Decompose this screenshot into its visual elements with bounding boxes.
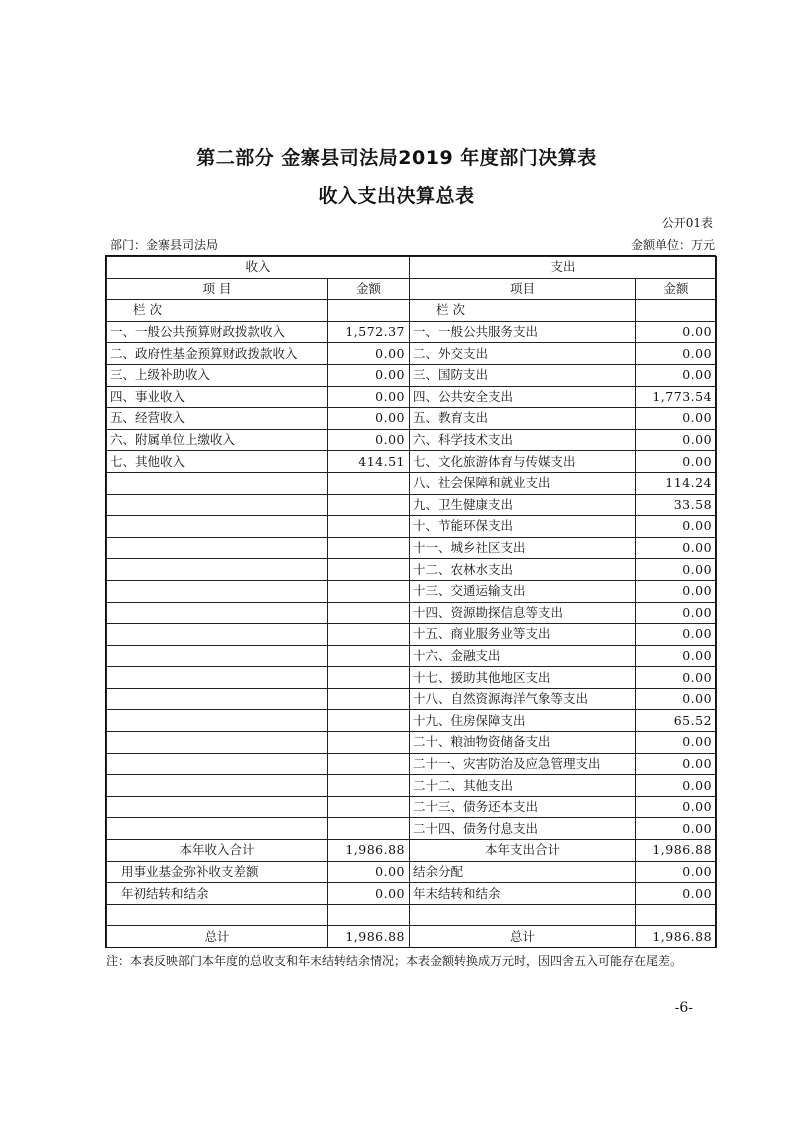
expense-item-amount: 0.00 bbox=[636, 559, 717, 581]
table-row bbox=[107, 472, 717, 494]
empty-cell bbox=[328, 710, 410, 732]
summary-row bbox=[107, 861, 717, 883]
expense-item-label: 二十、粮油物资储备支出 bbox=[410, 732, 636, 754]
empty-cell bbox=[107, 494, 328, 516]
empty-cell bbox=[328, 624, 410, 646]
empty-cell bbox=[328, 732, 410, 754]
table-row bbox=[107, 364, 717, 386]
expense-amount-header: 金额 bbox=[636, 278, 717, 300]
expense-item-amount: 0.00 bbox=[636, 645, 717, 667]
header-row-2 bbox=[107, 278, 717, 300]
expense-total: 1,986.88 bbox=[636, 840, 717, 862]
expense-item-amount: 0.00 bbox=[636, 537, 717, 559]
income-amount-header: 金额 bbox=[328, 278, 410, 300]
income-header: 收入 bbox=[107, 257, 410, 279]
expense-item-amount: 0.00 bbox=[636, 796, 717, 818]
begin-balance-label: 年初结转和结余 bbox=[107, 883, 328, 905]
expense-item-label: 八、社会保障和就业支出 bbox=[410, 472, 636, 494]
expense-item-label: 六、科学技术支出 bbox=[410, 429, 636, 451]
expense-item-amount: 33.58 bbox=[636, 494, 717, 516]
expense-item-amount: 0.00 bbox=[636, 321, 717, 343]
income-item-amount: 0.00 bbox=[328, 343, 410, 365]
empty-cell bbox=[107, 559, 328, 581]
expense-item-label: 十六、金融支出 bbox=[410, 645, 636, 667]
income-total: 1,986.88 bbox=[328, 840, 410, 862]
income-total-label: 本年收入合计 bbox=[107, 840, 328, 862]
header-row-3 bbox=[107, 300, 717, 322]
income-expense-table bbox=[106, 256, 717, 948]
empty-cell bbox=[107, 624, 328, 646]
table-row bbox=[107, 386, 717, 408]
surplus-distribution-amount: 0.00 bbox=[636, 861, 717, 883]
expense-item-amount: 0.00 bbox=[636, 516, 717, 538]
expense-item-label: 十一、城乡社区支出 bbox=[410, 537, 636, 559]
income-item-amount: 414.51 bbox=[328, 451, 410, 473]
table-row bbox=[107, 818, 717, 840]
empty-cell bbox=[107, 710, 328, 732]
summary-row bbox=[107, 883, 717, 905]
table-row bbox=[107, 559, 717, 581]
expense-item-label: 二十三、债务还本支出 bbox=[410, 796, 636, 818]
income-item-label: 六、附属单位上缴收入 bbox=[107, 429, 328, 451]
empty-cell bbox=[107, 602, 328, 624]
expense-item-label: 十八、自然资源海洋气象等支出 bbox=[410, 688, 636, 710]
empty-cell bbox=[107, 775, 328, 797]
expense-item-amount: 0.00 bbox=[636, 429, 717, 451]
expense-item-label: 十、节能环保支出 bbox=[410, 516, 636, 538]
table-row bbox=[107, 343, 717, 365]
summary-row bbox=[107, 904, 717, 926]
summary-row bbox=[107, 840, 717, 862]
expense-item-label: 九、卫生健康支出 bbox=[410, 494, 636, 516]
fund-gap-label: 用事业基金弥补收支差额 bbox=[107, 861, 328, 883]
table-title: 收入支出决算总表 bbox=[318, 185, 475, 207]
expense-item-label: 十九、住房保障支出 bbox=[410, 710, 636, 732]
empty-cell bbox=[328, 818, 410, 840]
grand-total-expense: 1,986.88 bbox=[636, 926, 717, 948]
table-row bbox=[107, 796, 717, 818]
expense-item-amount: 0.00 bbox=[636, 688, 717, 710]
empty-cell bbox=[328, 645, 410, 667]
empty-cell bbox=[636, 300, 717, 322]
table-row bbox=[107, 429, 717, 451]
empty-cell bbox=[107, 904, 328, 926]
table-row bbox=[107, 667, 717, 689]
table-row bbox=[107, 537, 717, 559]
empty-cell bbox=[107, 472, 328, 494]
expense-item-amount: 0.00 bbox=[636, 580, 717, 602]
expense-total-label: 本年支出合计 bbox=[410, 840, 636, 862]
expense-item-amount: 1,773.54 bbox=[636, 386, 717, 408]
income-item-amount: 0.00 bbox=[328, 364, 410, 386]
empty-cell bbox=[328, 602, 410, 624]
income-item-amount: 0.00 bbox=[328, 429, 410, 451]
expense-col-order: 栏 次 bbox=[410, 300, 636, 322]
table-code: 公开01表 bbox=[661, 216, 713, 230]
table-row bbox=[107, 580, 717, 602]
grand-total-expense-label: 总计 bbox=[410, 926, 636, 948]
empty-cell bbox=[107, 818, 328, 840]
table-row bbox=[107, 321, 717, 343]
empty-cell bbox=[410, 904, 636, 926]
empty-cell bbox=[328, 688, 410, 710]
table-row bbox=[107, 602, 717, 624]
expense-item-label: 二十一、灾害防治及应急管理支出 bbox=[410, 753, 636, 775]
empty-cell bbox=[107, 732, 328, 754]
empty-cell bbox=[107, 516, 328, 538]
expense-item-label: 七、文化旅游体育与传媒支出 bbox=[410, 451, 636, 473]
expense-item-label: 十五、商业服务业等支出 bbox=[410, 624, 636, 646]
empty-cell bbox=[328, 753, 410, 775]
end-balance-amount: 0.00 bbox=[636, 883, 717, 905]
income-item-label: 七、其他收入 bbox=[107, 451, 328, 473]
empty-cell bbox=[636, 904, 717, 926]
income-item-label: 五、经营收入 bbox=[107, 408, 328, 430]
expense-item-label: 五、教育支出 bbox=[410, 408, 636, 430]
empty-cell bbox=[328, 516, 410, 538]
grand-total-income: 1,986.88 bbox=[328, 926, 410, 948]
expense-item-label: 二十二、其他支出 bbox=[410, 775, 636, 797]
table-row bbox=[107, 688, 717, 710]
expense-item-label: 三、国防支出 bbox=[410, 364, 636, 386]
unit-label: 金额单位：万元 bbox=[630, 238, 715, 252]
expense-item-label: 十二、农林水支出 bbox=[410, 559, 636, 581]
expense-item-label: 四、公共安全支出 bbox=[410, 386, 636, 408]
empty-cell bbox=[107, 688, 328, 710]
surplus-distribution-label: 结余分配 bbox=[410, 861, 636, 883]
expense-header: 支出 bbox=[410, 257, 717, 279]
expense-item-amount: 0.00 bbox=[636, 408, 717, 430]
expense-item-amount: 0.00 bbox=[636, 667, 717, 689]
expense-item-label: 十四、资源勘探信息等支出 bbox=[410, 602, 636, 624]
table-row bbox=[107, 732, 717, 754]
department-label: 部门：金寨县司法局 bbox=[110, 238, 219, 252]
expense-item-amount: 65.52 bbox=[636, 710, 717, 732]
expense-item-amount: 0.00 bbox=[636, 451, 717, 473]
empty-cell bbox=[328, 796, 410, 818]
income-item-label: 三、上级补助收入 bbox=[107, 364, 328, 386]
table-row bbox=[107, 775, 717, 797]
expense-item-amount: 0.00 bbox=[636, 624, 717, 646]
table-row bbox=[107, 451, 717, 473]
empty-cell bbox=[107, 753, 328, 775]
table-row bbox=[107, 753, 717, 775]
expense-item-label: 一、一般公共服务支出 bbox=[410, 321, 636, 343]
page-title: 第二部分 金寨县司法局2019 年度部门决算表 bbox=[196, 147, 597, 169]
income-item-amount: 0.00 bbox=[328, 386, 410, 408]
income-item-amount: 0.00 bbox=[328, 408, 410, 430]
income-item-amount: 1,572.37 bbox=[328, 321, 410, 343]
expense-item-header: 项目 bbox=[410, 278, 636, 300]
income-col-order: 栏 次 bbox=[107, 300, 328, 322]
expense-item-label: 十七、援助其他地区支出 bbox=[410, 667, 636, 689]
empty-cell bbox=[328, 559, 410, 581]
page-number: -6- bbox=[674, 1000, 693, 1016]
empty-cell bbox=[107, 796, 328, 818]
income-item-label: 一、一般公共预算财政拨款收入 bbox=[107, 321, 328, 343]
empty-cell bbox=[328, 300, 410, 322]
table-note: 注：本表反映部门本年度的总收支和年末结转结余情况；本表金额转换成万元时，因四舍五入可能存在尾差。 bbox=[106, 954, 683, 968]
expense-item-amount: 114.24 bbox=[636, 472, 717, 494]
fund-gap-amount: 0.00 bbox=[328, 861, 410, 883]
grand-total-income-label: 总计 bbox=[107, 926, 328, 948]
table-row bbox=[107, 624, 717, 646]
empty-cell bbox=[328, 580, 410, 602]
summary-row bbox=[107, 926, 717, 948]
empty-cell bbox=[328, 667, 410, 689]
expense-item-label: 二、外交支出 bbox=[410, 343, 636, 365]
empty-cell bbox=[107, 580, 328, 602]
income-item-label: 二、政府性基金预算财政拨款收入 bbox=[107, 343, 328, 365]
expense-item-label: 十三、交通运输支出 bbox=[410, 580, 636, 602]
expense-item-amount: 0.00 bbox=[636, 818, 717, 840]
begin-balance-amount: 0.00 bbox=[328, 883, 410, 905]
table-row bbox=[107, 645, 717, 667]
expense-item-label: 二十四、债务付息支出 bbox=[410, 818, 636, 840]
table-row bbox=[107, 494, 717, 516]
expense-item-amount: 0.00 bbox=[636, 732, 717, 754]
table-row bbox=[107, 408, 717, 430]
expense-item-amount: 0.00 bbox=[636, 753, 717, 775]
table-row bbox=[107, 516, 717, 538]
empty-cell bbox=[328, 537, 410, 559]
table-row bbox=[107, 710, 717, 732]
expense-item-amount: 0.00 bbox=[636, 775, 717, 797]
empty-cell bbox=[328, 775, 410, 797]
expense-item-amount: 0.00 bbox=[636, 343, 717, 365]
empty-cell bbox=[107, 645, 328, 667]
income-item-label: 四、事业收入 bbox=[107, 386, 328, 408]
empty-cell bbox=[107, 537, 328, 559]
empty-cell bbox=[328, 472, 410, 494]
empty-cell bbox=[328, 494, 410, 516]
header-row-1 bbox=[107, 257, 717, 279]
income-item-header: 项 目 bbox=[107, 278, 328, 300]
expense-item-amount: 0.00 bbox=[636, 602, 717, 624]
empty-cell bbox=[328, 904, 410, 926]
expense-item-amount: 0.00 bbox=[636, 364, 717, 386]
end-balance-label: 年末结转和结余 bbox=[410, 883, 636, 905]
empty-cell bbox=[107, 667, 328, 689]
